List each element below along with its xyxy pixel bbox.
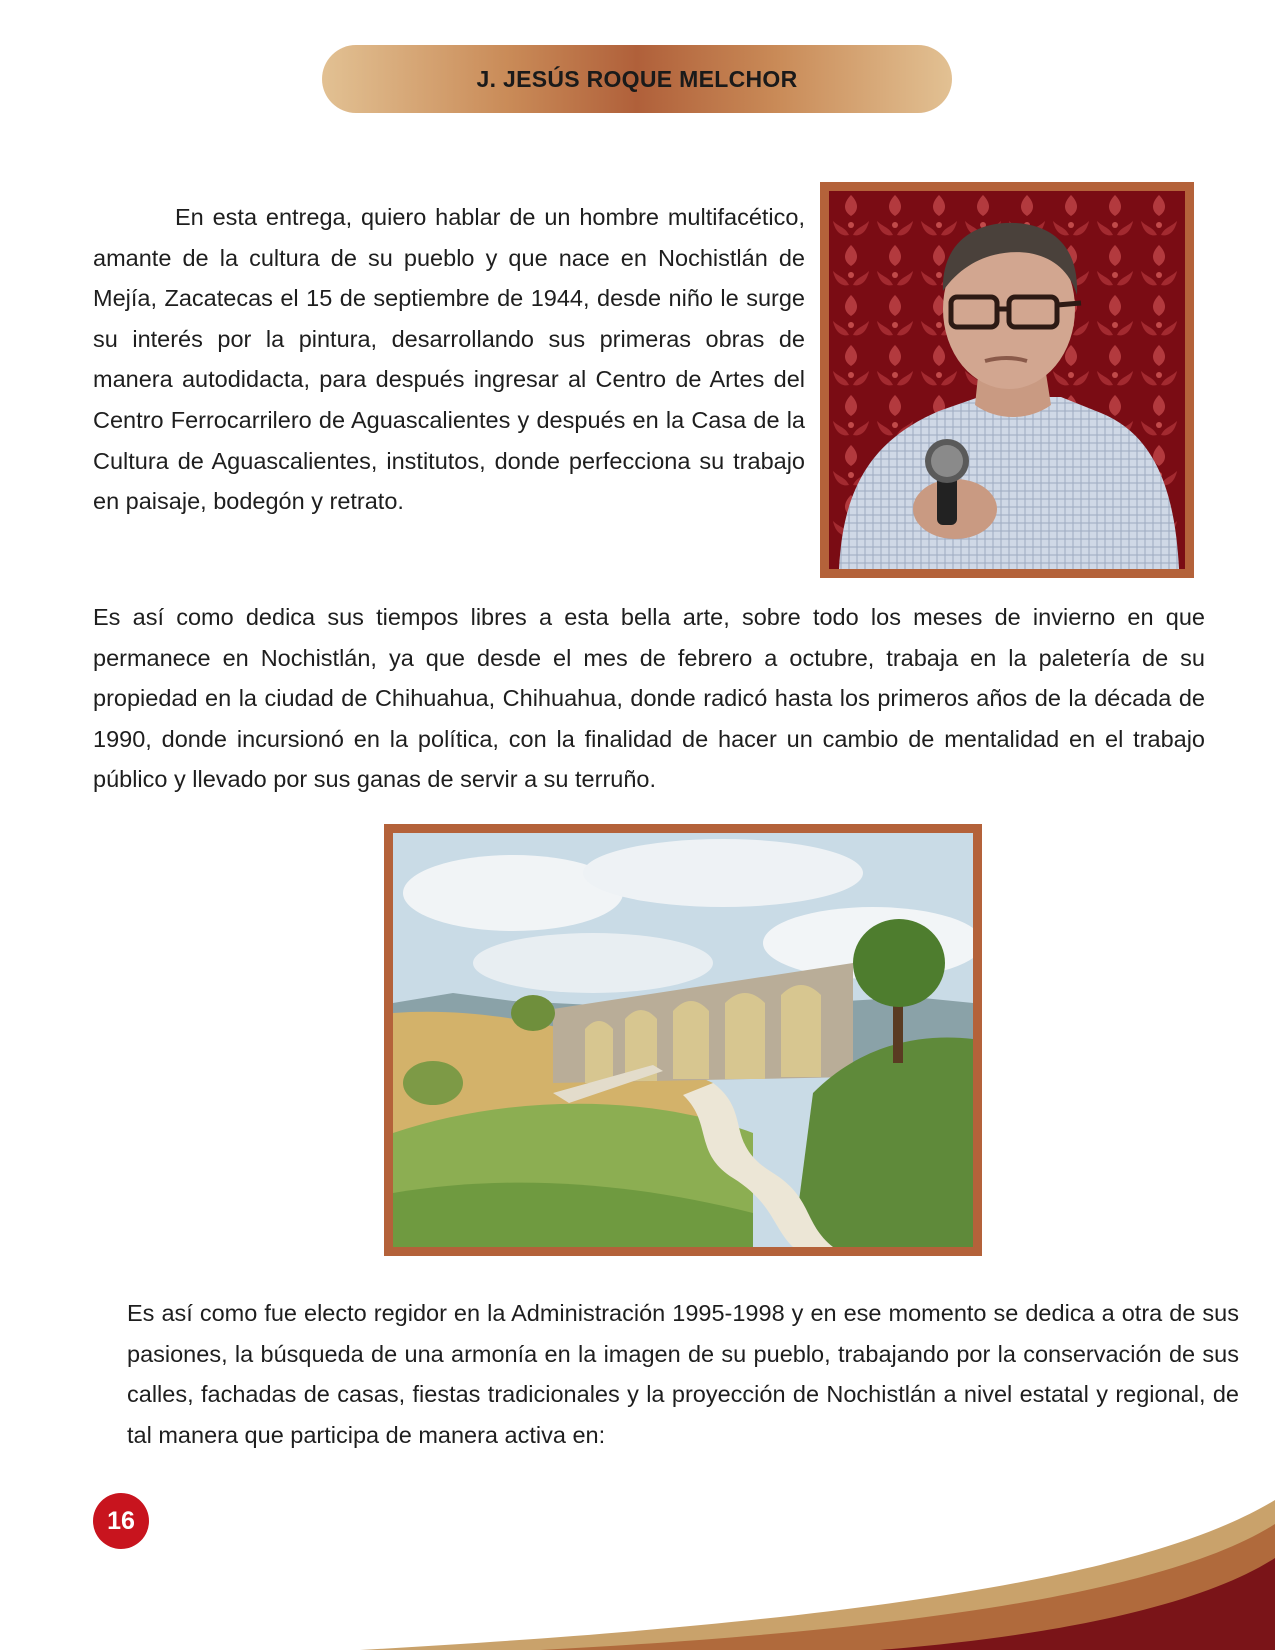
- article-paragraph-1: En esta entrega, quiero hablar de un hombre multifacético, amante de la cultura de su pueblo y que nace en Nochistlán de Mejía, Zacatecas el 15 de septiembre de 1944, desde niño le surge su interés por la pintura, desarrollando sus primeras obras de manera autodidacta, para después ingresar al Centro de Artes del Centro Ferrocarrilero de Aguascalientes y después en la Casa de la Cultura de Aguascalientes, institutos, donde perfecciona su trabajo en paisaje, bodegón y retrato.: [93, 204, 805, 515]
- aqueduct-painting: [384, 824, 982, 1256]
- landscape-illustration: [393, 833, 973, 1247]
- portrait-illustration: [829, 191, 1185, 569]
- article-paragraph-3: Es así como fue electo regidor en la Administración 1995-1998 y en ese momento se dedica a otra de sus pasiones, la búsqueda de una armonía en la imagen de su pueblo, trabajando por la conservación de sus calles, fachadas de casas, fiestas tradicionales y la proyección de Nochistlán a nivel estatal y regional, de tal manera que participa de manera activa en:: [127, 1300, 1239, 1448]
- footer-swoosh: [0, 1500, 1275, 1650]
- article-paragraph-2: Es así como dedica sus tiempos libres a esta bella arte, sobre todo los meses de invierno en que permanece en Nochistlán, ya que desde el mes de febrero a octubre, trabaja en la paletería de su propiedad en la ciudad de Chihuahua, Chihuahua, donde radicó hasta los primeros años de la década de 1990, donde incursionó en la política, con la finalidad de hacer un cambio de mentalidad en el trabajo público y llevado por sus ganas de servir a su terruño.: [93, 604, 1205, 793]
- portrait-photo: [820, 182, 1194, 578]
- running-header-title: J. JESÚS ROQUE MELCHOR: [476, 65, 798, 92]
- page-number: 16: [107, 1506, 135, 1535]
- running-header: [322, 45, 952, 113]
